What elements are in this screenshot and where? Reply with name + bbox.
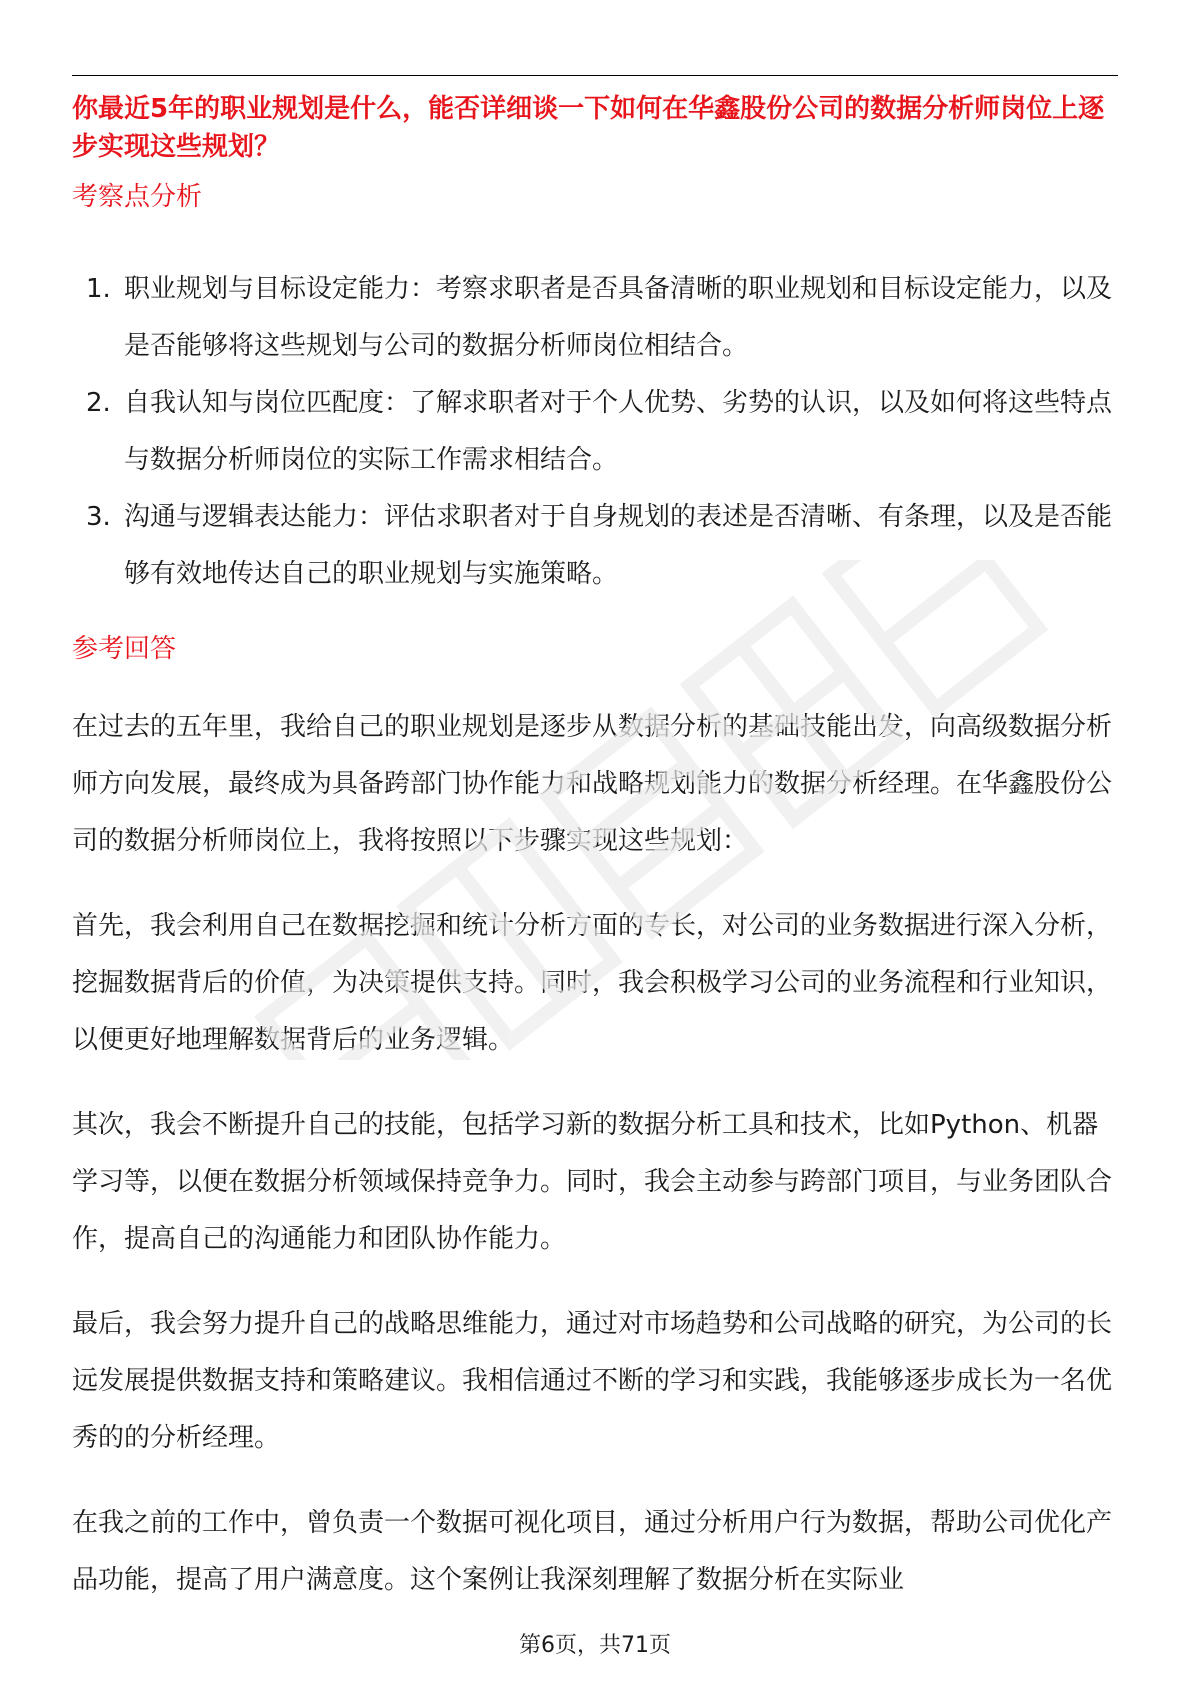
answer-paragraph: 其次，我会不断提升自己的技能，包括学习新的数据分析工具和技术，比如Python、机器学习等，以便在数据分析领域保持竞争力。同时，我会主动参与跨部门项目，与业务团队合作，提高自己的沟通能力和团队协作能力。: [72, 1110, 1113, 1254]
analysis-heading: 考察点分析: [72, 182, 203, 212]
analysis-item-text: 自我认知与岗位匹配度：了解求职者对于个人优势、劣势的认识，以及如何将这些特点与数据分析师岗位的实际工作需求相结合。: [124, 388, 1113, 475]
header-rule: [72, 75, 1118, 76]
answer-heading: 参考回答: [72, 634, 177, 664]
analysis-item: [72, 489, 1118, 603]
analysis-item-number: 1.: [86, 274, 111, 304]
analysis-item-number: 2.: [86, 388, 111, 418]
answer-paragraph: 在过去的五年里，我给自己的职业规划是逐步从数据分析的基础技能出发，向高级数据分析师方向发展，最终成为具备跨部门协作能力和战略规划能力的数据分析经理。在华鑫股份公司的数据分析师岗位上，我将按照以下步骤实现这些规划：: [72, 712, 1113, 856]
analysis-item-text: 沟通与逻辑表达能力：评估求职者对于自身规划的表述是否清晰、有条理，以及是否能够有效地传达自己的职业规划与实施策略。: [124, 502, 1113, 589]
analysis-list: [72, 261, 1118, 603]
answer-paragraph: 最后，我会努力提升自己的战略思维能力，通过对市场趋势和公司战略的研究，为公司的长远发展提供数据支持和策略建议。我相信通过不断的学习和实践，我能够逐步成长为一名优秀的的分析经理。: [72, 1309, 1113, 1453]
analysis-item-text: 职业规划与目标设定能力：考察求职者是否具备清晰的职业规划和目标设定能力，以及是否能够将这些规划与公司的数据分析师岗位相结合。: [124, 274, 1113, 361]
analysis-item-number: 3.: [86, 502, 111, 532]
analysis-item: [72, 375, 1118, 489]
interview-question: 你最近5年的职业规划是什么，能否详细谈一下如何在华鑫股份公司的数据分析师岗位上逐步实现这些规划？: [72, 94, 1105, 162]
page-footer: 第6页，共71页: [519, 1633, 671, 1658]
answer-paragraph: 首先，我会利用自己在数据挖掘和统计分析方面的专长，对公司的业务数据进行深入分析，挖掘数据背后的价值，为决策提供支持。同时，我会积极学习公司的业务流程和行业知识，以便更好地理解数据背后的业务逻辑。: [72, 911, 1113, 1055]
answer-paragraph: 在我之前的工作中，曾负责一个数据可视化项目，通过分析用户行为数据，帮助公司优化产品功能，提高了用户满意度。这个案例让我深刻理解了数据分析在实际业: [72, 1508, 1113, 1595]
answer-body: [72, 699, 1118, 1637]
analysis-item: [72, 261, 1118, 375]
